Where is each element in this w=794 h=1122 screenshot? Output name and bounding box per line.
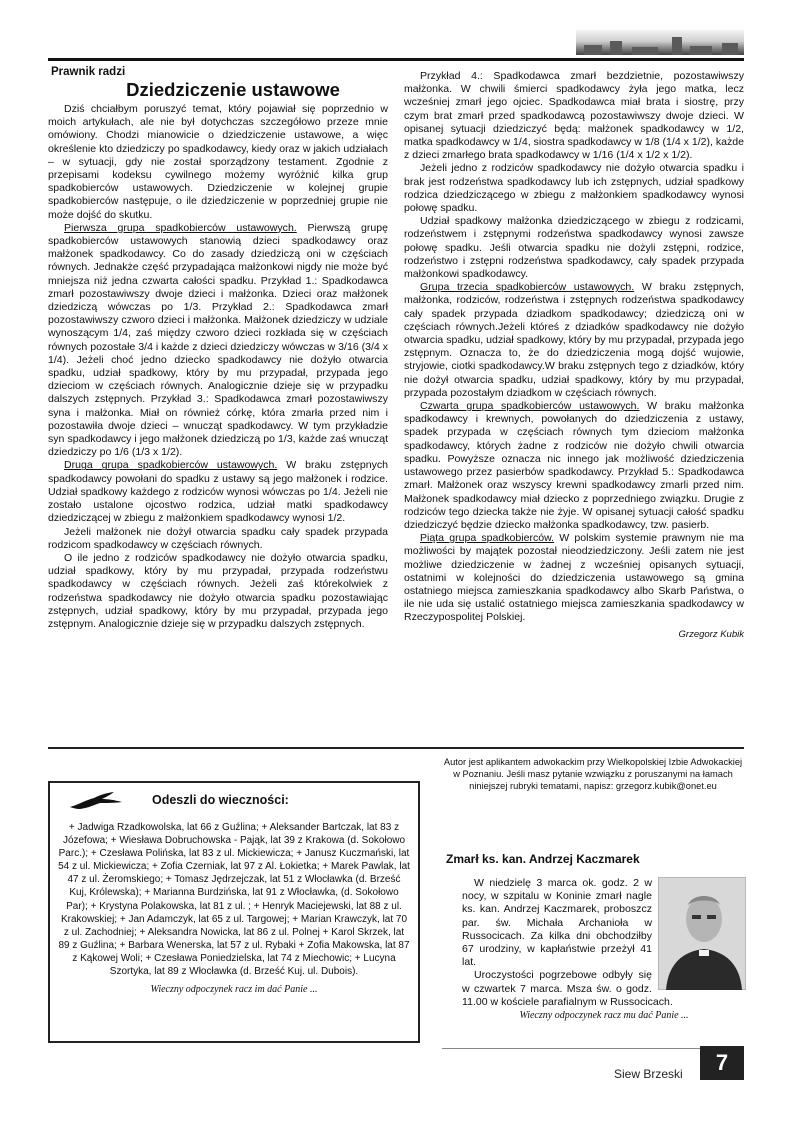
article-paragraph [404,532,744,624]
article-column-left [48,66,388,631]
obituaries-box [48,781,420,1043]
top-rule [48,58,744,61]
paragraph-text: W braku małżonka spadkodawcy i krewnych, powołanych do dziedziczenia z ustawy, spadek przypada w częściach równych tym dzieciom małżonka spadkodawcy, których żadne z rodziców nie dożyło chwili otwarcia spadku. Powyższe oznacza nic innego jak możliwość dziedziczenia ustawowego przez pasierbów spadkodawcy. Przykład 5.: Spadkodawca zmarł. Małżonek oraz wszyscy krewni spadkodawcy zmarli przed nim. Małżonek spadkodawcy miał dziecko z poprzedniego związku. Drugie z rodziców tego dziecka także nie żyje. W opisanej sytuacji całość spadku dziedziczyć będzie dziecko małżonka spadkodawcy, tzw. pasierb. [404,400,744,531]
article-paragraph [404,281,744,400]
author-note: Autor jest aplikantem adwokackim przy Wielkopolskiej Izbie Adwokackiej w Poznaniu. Jeśli masz pytanie wzwiązku z poruszanymi na łamach niniejszej rubryki tematami, napisz: grzegorz.kubik@onet.eu [443,757,743,791]
obituaries-list: + Jadwiga Rzadkowolska, lat 66 z Guźlina; + Aleksander Bartczak, lat 83 z Józefowa; + Wiesława Dobruchowska - Pająk, lat 39 z Krakowa (d. Sokołowo Parc.); + Czesława Polińska, lat 83 z ul. Mickiewicza; + Janusz Kuczmański, lat 54 z ul. Mickiewicza; + Zofia Czerniak, lat 97 z Al. Łokietka; + Marek Pawlak, lat 47 z ul. Żeromskiego; + Tomasz Jędrzejczak, lat 51 z Włocławka (d. Brześć Kuj, Królewska); + Marianna Burdzińska, lat 91 z Włocławka, (d. Sokołowo Par); + Krystyna Polakowska, lat 81 z ul. ; + Henryk Maciejewski, lat 88 z ul. Krakowskiej; + Jan Adamczyk, lat 65 z ul. Targowej; + Marian Krawczyk, lat 70 z ul. Zachodniej; + Aleksandra Nowicka, lat 86 z ul. Polnej + Karol Skrzek, lat 89 z Guźlina; + Barbara Wenerska, lat 57 z ul. Rybaki + Zofia Makowska, lat 87 z Kąkowej Woli; + Czesława Poniedzielska, lat 74 z Miechowic; + Lucyna Szortyka, lat 89 z Włocławka (d. Brześć Kuj. ul. Dubois). [58,822,410,978]
page-number: 7 [700,1046,744,1080]
paragraph-text: O ile jedno z rodziców spadkodawcy nie dożyło otwarcia spadku, udział spadkowy, który by mu przypadał, przypada rodzeństwu spadkodawcy w częściach równych. Jeżeli zaś którekolwiek z rodzeństwa spadkodawcy nie dożyło otwarcia spadku pozostawiając zstępnych, udział spadkowy, który by mu przypadał, przypada jego zstępnym. Analogicznie dzieje się w przypadku dalszych zstępnych. [48,551,388,630]
bottom-rule [442,1048,744,1049]
priest-portrait [658,877,746,990]
paragraph-text: Pierwszą grupę spadkobierców ustawowych stanowią dzieci spadkodawcy oraz małżonek spadkodawcy. Co do zasady dziedziczą oni w częściach równych. Jednakże część przypadająca małżonkowi nigdy nie może być mniejsza niż jedna czwarta całości spadku. Przykład 1.: Spadkodawca zmarł pozostawiwszy dwoje dzieci i małżonka. Dzieci oraz małżonek dziedziczą wówczas po 1/3. Przykład 2.: Spadkodawca zmarł pozostawiwszy czworo dzieci i małżonka. Małżonek dziedziczy w udziale wynoszącym 1/4, zaś między czworo dzieci rozkłada się w częściach równych pozostałe 3/4 i każde z dzieci dziedziczy wówczas w 3/16 (3/4 x 1/4). Jeżeli choć jedno dziecko spadkodawcy nie dożyło otwarcia spadku, udział spadkowy, który by mu przypadał, przypada jego dzieciom w częściach równych. Analogicznie dzieje się w przypadku dalszych zstępnych. Przykład 3.: Spadkodawca zmarł pozostawiwszy syna i małżonka. Miał on również córkę, która zmarła przed nim i pozostawiła dwoje dzieci – wnucząt spadkodawcy. W tym przykładzie syn spadkodawcy i jego małżonek dziedziczą po 1/3, każde zaś wnucząt dziedziczy po 1/6 (1/3 x 1/2). [48,221,389,459]
death-notice-closing: Wieczny odpoczynek racz mu dać Panie ... [519,1010,689,1022]
paragraph-text: W braku zstępnych spadkodawcy powołani do spadku z ustawy są jego małżonek i rodzice. Udział spadkowy każdego z rodziców wynosi wówczas po 1/4. Jeżeli nie zostało ustalone ojcostwo rodzica, udział matki spadkodawcy dziedziczącej w zbiegu z małżonkiem spadkodawcy wynosi 1/2. [48,459,388,525]
death-notice-body [462,877,746,1022]
article-title: Dziedziczenie ustawowe [126,79,340,100]
header-photo [576,30,744,55]
article-paragraph [48,459,388,525]
obituaries-title: Odeszli do wieczności: [152,793,289,808]
article-paragraph [404,400,744,532]
left-paragraphs [48,103,388,631]
death-notice-paragraph: W niedzielę 3 marca ok. godz. 2 w nocy, w szpitalu w Koninie zmarł nagle ks. kan. Andrzej Kaczmarek, proboszcz par. św. Michała Archanioła w Russocicach. Za kilka dni obchodziłby 67 urodziny, w kapłaństwie przeżył 41 lat. [462,877,652,969]
paragraph-text: Jeżeli małżonek nie dożył otwarcia spadku cały spadek przypada rodzicom spadkodawcy w częściach równych. [48,525,388,551]
article-paragraph [48,222,388,460]
section-heading: Grupa trzecia spadkobierców ustawowych. [420,281,635,294]
paragraph-text: Przykład 4.: Spadkodawca zmarł bezdzietnie, pozostawiwszy małżonka. W chwili śmierci spadkodawcy żyła jego matka, lecz wcześniej zmarł jego ojciec. Spadkodawca miał brata i siostrę, przy czym brat zmarł przed spadkodawcą pozostawiwszy dwoje dzieci. W opisanej sytuacji dziedziczyć będą: małżonek spadkodawcy w 1/2, matka spadkodawcy w 1/4, siostra spadkodawcy w 1/8 (1/4 x 1/2), każde z dzieci zmarłego brata spadkodawcy w 1/16 (1/4 x 1/2 x 1/2). [404,70,745,162]
publication-name: Siew Brzeski [614,1067,683,1081]
article-paragraph [404,162,744,215]
section-heading: Druga grupa spadkobierców ustawowych. [64,459,278,472]
article-paragraph [48,552,388,631]
section-heading: Czwarta grupa spadkobierców ustawowych. [420,400,640,413]
paragraph-text: W polskim systemie prawnym nie ma możliwości by majątek pozostał nieodziedziczony. Jeśli zatem nie jest możliwe dziedziczenie w żadnej z wcześniej opisanych sytuacji, ostatnimi w kolejności do dziedziczenia ustawowego są gmina ostatniego miejsca zamieszkania spadkodawcy albo Skarb Państwa, o ile nie uda się ustalić ostatniego miejsca zamieszkania spadkodawcy w Rzeczypospolitej Polskiej. [404,532,744,624]
paragraph-text: Dziś chciałbym poruszyć temat, który pojawiał się poprzednio w moich artykułach, ale nie był dotychczas szczegółowo przeze mnie omówiony. Chodzi mianowicie o dziedziczenie ustawowe, a więc określenie kto dziedziczy po spadkodawcy, kiedy oraz w jakich udziałach – w sytuacji, gdy nie został sporządzony testament. Zgodnie z przepisami kodeksu cywilnego możemy wyróżnić kilka grup spadkobierców ustawowych. Dziedziczenie w kolejnej grupie spadkobierców następuje, o ile dziedziczenie w poprzedniej grupie nie może dojść do skutku. [48,103,388,221]
paragraph-text: Jeżeli jedno z rodziców spadkodawcy nie dożyło otwarcia spadku i brak jest rodzeństwa spadkodawcy lub ich zstępnych, udział spadkowy rodzica dziedziczącego w zbiegu z małżonkiem spadkodawcy wynosi połowę spadku. [404,162,744,215]
death-notice-title: Zmarł ks. kan. Andrzej Kaczmarek [446,852,640,866]
article-paragraph [404,215,744,281]
article-column-right [404,70,744,641]
section-heading: Piąta grupa spadkobierców. [420,532,555,545]
paragraph-text: W braku zstępnych, małżonka, rodziców, rodzeństwa i zstępnych rodzeństwa spadkodawcy cały spadek przypada dziadkom spadkodawcy; dziedziczą oni w częściach równych.Jeżeli któreś z dziadków spadkodawcy nie dożyło otwarcia spadku, udział spadkowy, który by mu przypadał, przypada jego zstępnym. Oznacza to, że do dziedziczenia mogą dojść wujowie, stryjowie, ciotki spadkodawcy.W braku zstępnych tego z dziadków, który nie dożył otwarcia spadku, udział spadkowy, który by mu przypadał, przypada pozostałym dziadkom w częściach równych. [404,281,744,399]
paragraph-text: Udział spadkowy małżonka dziedziczącego w zbiegu z rodzicami, rodzeństwem i zstępnymi rodzeństwa spadkodawcy wynosi zawsze połowę spadku. Jeśli otwarcia spadku nie dożyli zstępni, rodzice, rodzeństwo i zstępni rodzeństwa spadkodawcy, cały spadek przypada małżonkowi spadkodawcy. [404,215,744,281]
article-kicker: Prawnik radzi [51,66,126,78]
death-notice-paragraph: Uroczystości pogrzebowe odbyły się w czwartek 7 marca. Msza św. o godz. 11.00 w kościele parafialnym w Russocicach. [462,969,673,1008]
right-paragraphs [404,70,744,625]
article-author: Grzegorz Kubik [678,628,744,640]
article-paragraph [404,70,744,162]
section-heading: Pierwsza grupa spadkobierców ustawowych. [64,221,297,234]
obituaries-closing: Wieczny odpoczynek racz im dać Panie ... [150,984,318,996]
article-paragraph [48,526,388,552]
obituaries-header [58,791,410,811]
dove-icon [68,791,124,811]
middle-rule [48,747,744,749]
article-paragraph [48,103,388,222]
